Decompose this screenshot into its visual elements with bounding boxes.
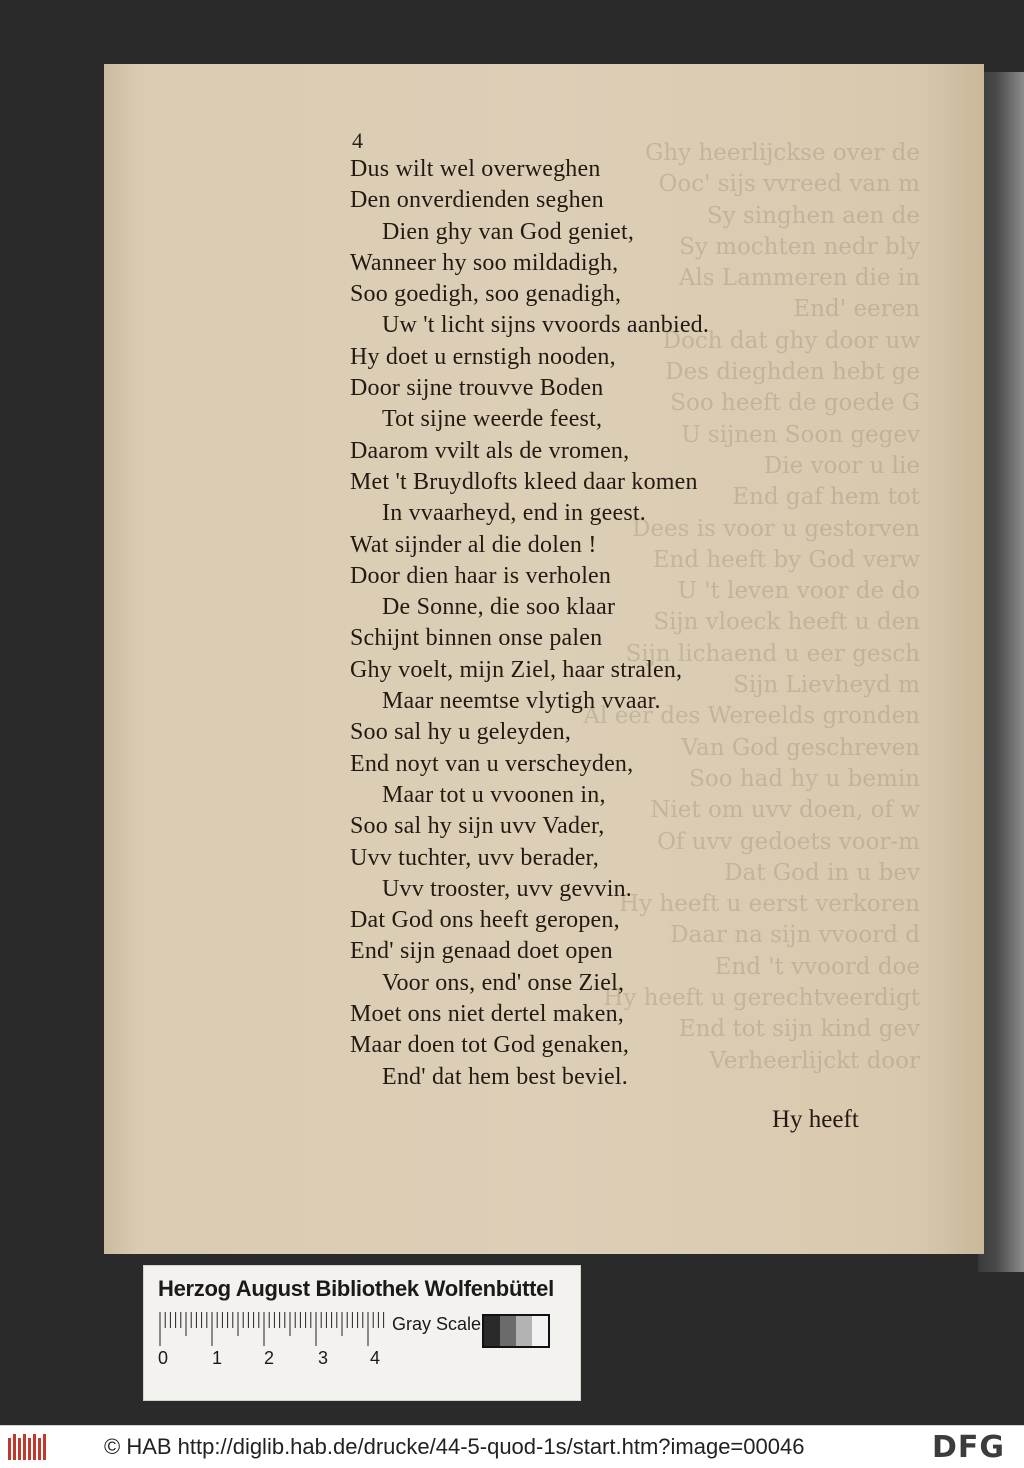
poem-line: In vvaarheyd, end in geest. bbox=[382, 500, 646, 527]
gray-scale-label: Gray Scale bbox=[392, 1314, 482, 1334]
poem-line: Wat sijnder al die dolen ! bbox=[350, 531, 597, 558]
poem-line: Door sijne trouvve Boden bbox=[350, 375, 604, 402]
poem-line: Dien ghy van God geniet, bbox=[382, 218, 635, 245]
poem-line: End' dat hem best beviel. bbox=[382, 1063, 628, 1090]
page-number: 4 bbox=[352, 128, 363, 153]
ruler-number-3: 3 bbox=[318, 1348, 329, 1368]
copyright-url-link[interactable]: © HAB http://diglib.hab.de/drucke/44-5-quod-1s/start.htm?image=00046 bbox=[104, 1434, 805, 1459]
poem-line: Tot sijne weerde feest, bbox=[382, 406, 603, 433]
poem-line: Uvv tuchter, uvv berader, bbox=[350, 844, 599, 871]
poem-line: Soo sal hy u geleyden, bbox=[350, 719, 572, 746]
library-color-card bbox=[143, 1265, 581, 1401]
ruler-number-0: 0 bbox=[158, 1348, 169, 1368]
poem-line: Uvv trooster, uvv gevvin. bbox=[382, 875, 633, 902]
hab-logo-icon bbox=[6, 1432, 50, 1464]
poem-line: Moet ons niet dertel maken, bbox=[350, 1001, 624, 1028]
poem-line: Daarom vvilt als de vromen, bbox=[350, 437, 630, 464]
poem-line: Dus wilt wel overweghen bbox=[350, 156, 601, 182]
poem-line: Maar tot u vvoonen in, bbox=[382, 781, 606, 808]
gray-swatch bbox=[500, 1316, 516, 1346]
poem-line: Ghy voelt, mijn Ziel, haar stralen, bbox=[350, 656, 683, 683]
poem-line: Voor ons, end' onse Ziel, bbox=[382, 969, 625, 996]
gray-swatch bbox=[532, 1316, 548, 1346]
ruler-number-4: 4 bbox=[370, 1348, 381, 1368]
poem-line: Maar neemtse vlytigh vvaar. bbox=[382, 688, 661, 715]
poem-line: Uw 't licht sijns vvoords aanbied. bbox=[382, 312, 710, 339]
footer-bar bbox=[0, 1425, 1024, 1468]
ruler-number-1: 1 bbox=[212, 1348, 223, 1368]
poem-text bbox=[350, 154, 770, 1093]
ruler-number-2: 2 bbox=[264, 1348, 275, 1368]
show-through-text: Ghy heerlijckse over de Ooc' sijs vvreed van m Sy singhen aen de Sy mochten nedr bly Als Lammeren die in End' eeren Doch dat ghy door uw Des dieghden hebt ge Soo heeft de goede G U sijnen Soon gegev Die voor u lie End gaf hem tot Dees is voor u gestorven End heeft by God verw U 't leven voor de do Sijn vloeck heeft u den Sijn lichaend u eer gesch Sijn Lievheyd m Al eer des Wereelds gronden Van God geschreven Soo had hy u bemin Niet om uvv doen, of w Of uvv gedoets voor-m Dat God in u bev Hy heeft u eerst verkoren Daar na sijn vvoord d End 't vvoord doe Hy heeft u gerechtveerdigt End tot sijn kind gev Verheerlijckt door bbox=[583, 140, 920, 1074]
poem-line: Soo goedigh, soo genadigh, bbox=[350, 281, 622, 308]
poem-line: End noyt van u verscheyden, bbox=[350, 750, 634, 777]
poem-line: Maar doen tot God genaken, bbox=[350, 1032, 630, 1059]
dfg-logo: DFG bbox=[932, 1430, 1006, 1465]
gray-swatch bbox=[516, 1316, 532, 1346]
gray-swatch bbox=[484, 1316, 500, 1346]
poem-line: Door dien haar is verholen bbox=[350, 562, 612, 589]
poem-line: Wanneer hy soo mildadigh, bbox=[350, 249, 619, 276]
library-name: Herzog August Bibliothek Wolfenbüttel bbox=[158, 1276, 554, 1301]
poem-line: Schijnt binnen onse palen bbox=[350, 625, 603, 652]
next-page-edge bbox=[978, 72, 1024, 1272]
poem-line: Den onverdienden seghen bbox=[350, 187, 604, 214]
ruler-scale bbox=[158, 1308, 388, 1350]
catchword: Hy heeft bbox=[772, 1106, 859, 1133]
poem-line: End' sijn genaad doet open bbox=[350, 938, 613, 965]
poem-line: Hy doet u ernstigh nooden, bbox=[350, 343, 616, 370]
poem-line: De Sonne, die soo klaar bbox=[382, 594, 616, 621]
poem-line: Soo sal hy sijn uvv Vader, bbox=[350, 813, 605, 840]
poem-line: Met 't Bruydlofts kleed daar komen bbox=[350, 468, 698, 495]
gray-scale-swatches bbox=[482, 1314, 550, 1348]
poem-line: Dat God ons heeft geropen, bbox=[350, 907, 620, 934]
